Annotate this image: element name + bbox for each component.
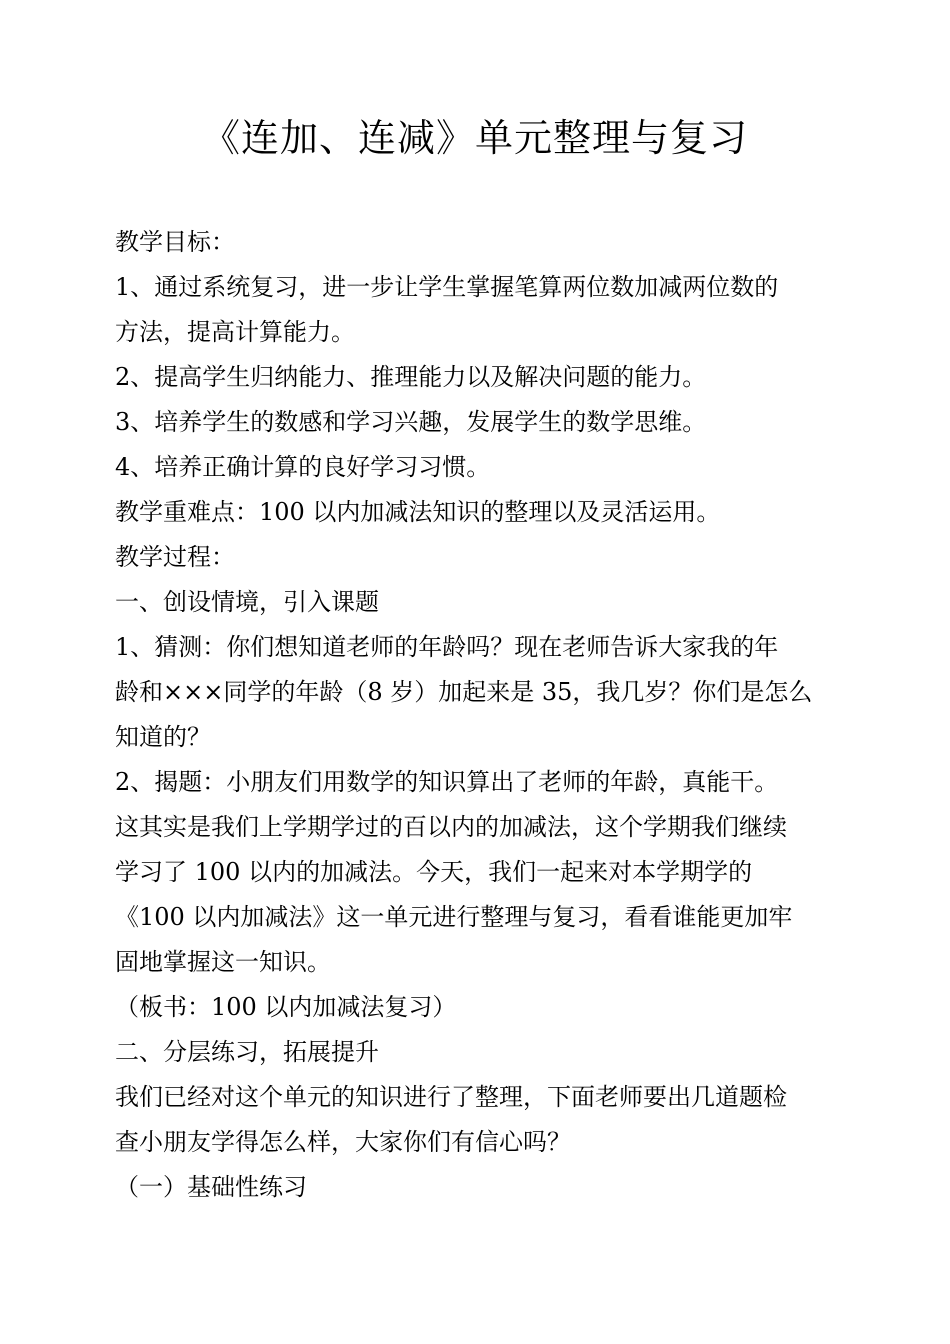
- text-line: 龄和×××同学的年龄（8 岁）加起来是 35，我几岁？你们是怎么: [115, 678, 813, 706]
- text-line: （板书：100 以内加减法复习）: [115, 993, 457, 1021]
- text-line: 2、提高学生归纳能力、推理能力以及解决问题的能力。: [115, 363, 707, 391]
- text-line: 我们已经对这个单元的知识进行了整理，下面老师要出几道题检: [115, 1083, 787, 1111]
- text-line: 教学重难点：100 以内加减法知识的整理以及灵活运用。: [115, 498, 721, 526]
- text-line: 方法，提高计算能力。: [115, 318, 355, 346]
- text-line: 1、通过系统复习，进一步让学生掌握笔算两位数加减两位数的: [115, 273, 779, 301]
- text-line: 二、分层练习，拓展提升: [115, 1038, 379, 1066]
- text-line: 知道的？: [115, 723, 211, 751]
- text-line: 《100 以内加减法》这一单元进行整理与复习，看看谁能更加牢: [115, 903, 793, 931]
- text-line: 教学目标：: [115, 228, 235, 256]
- text-line: 4、培养正确计算的良好学习习惯。: [115, 453, 491, 481]
- document-body: [115, 220, 845, 1210]
- text-line: 1、猜测：你们想知道老师的年龄吗？现在老师告诉大家我的年: [115, 633, 779, 661]
- text-line: 一、创设情境，引入课题: [115, 588, 379, 616]
- document-title: 《连加、连减》单元整理与复习: [201, 116, 748, 160]
- text-line: 固地掌握这一知识。: [115, 948, 331, 976]
- text-line: 教学过程：: [115, 543, 235, 571]
- text-line: 学习了 100 以内的加减法。今天，我们一起来对本学期学的: [115, 858, 753, 886]
- text-line: （一）基础性练习: [115, 1173, 307, 1201]
- text-line: 2、揭题：小朋友们用数学的知识算出了老师的年龄，真能干。: [115, 768, 779, 796]
- text-line: 这其实是我们上学期学过的百以内的加减法，这个学期我们继续: [115, 813, 787, 841]
- text-line: 查小朋友学得怎么样，大家你们有信心吗？: [115, 1128, 571, 1156]
- text-line: 3、培养学生的数感和学习兴趣，发展学生的数学思维。: [115, 408, 707, 436]
